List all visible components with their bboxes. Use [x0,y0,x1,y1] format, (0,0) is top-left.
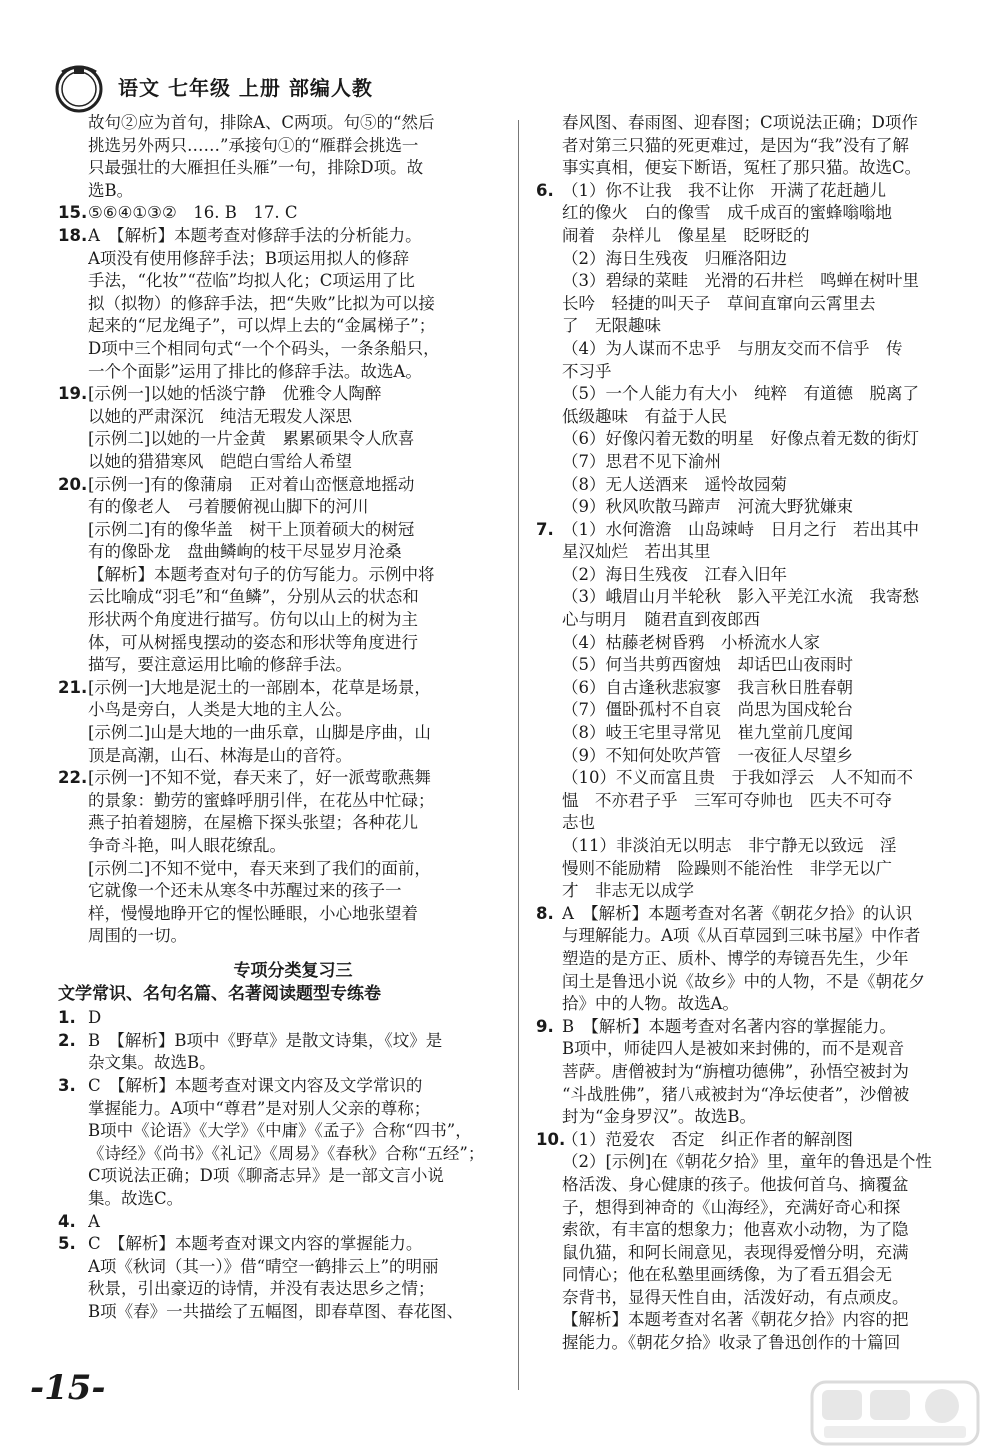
answer-text-line: （4）枯藤老树昏鸦 小桥流水人家 [562,632,820,652]
answer-text-line: （7）僵卧孤村不自哀 尚思为国戍轮台 [562,700,853,720]
question-number: 21. [58,677,88,697]
answer-text-line: 格活泼、身心健康的孩子。他拔何首乌、摘覆盆 [562,1174,909,1194]
answer-text-line: 它就像一个还未从寒冬中苏醒过来的孩子一 [88,881,402,901]
answer-item [58,767,498,948]
answer-text-line: 小鸟是旁白，人类是大地的主人公。 [88,700,352,720]
answer-item [58,1030,498,1075]
answer-text-line: 塑造的是方正、质朴、博学的寿镜吾先生，少年 [562,948,909,968]
answer-text-line: [示例一]以她的恬淡宁静 优雅令人陶醉 [88,384,382,404]
answer-item [58,1211,498,1234]
answer-text-line: 集。故选C。 [88,1188,184,1208]
answer-text-line: 体，可从树摇曳摆动的姿态和形状等角度进行 [88,632,418,652]
answer-text-line: （5）何当共剪西窗烛 却话巴山夜雨时 [562,655,853,675]
answer-text-line: 一个个面影”运用了排比的修辞手法。故选A。 [88,361,422,381]
answer-text-line: 以她的严肃深沉 纯洁无瑕发人深思 [88,406,352,426]
answer-text-line: （1）你不让我 我不让你 开满了花赶趟儿 [562,180,886,200]
answer-text-line: （2）[示例]在《朝花夕拾》里，童年的鲁迅是个性 [562,1152,932,1172]
answer-text-line: 形状两个角度进行描写。仿句以山上的树为主 [88,610,418,630]
page-header [52,60,512,110]
answer-text-line: 志也 [562,813,595,833]
answer-text-line: 挑选另外两只……”承接句①的“雁群会挑选一 [88,135,419,155]
answer-text-line: （7）思君不见下渝州 [562,451,721,471]
answer-text-line: [示例二]以她的一片金黄 累累硕果令人欣喜 [88,429,415,449]
answer-text-line: 心与明月 随君直到夜郎西 [562,610,760,630]
answer-text-line: 拟（拟物）的修辞手法，把“失败”比拟为可以接 [88,293,435,313]
answer-text-line: 愠 不亦君子乎 三军可夺帅也 匹夫不可夺 [562,790,892,810]
left-column [58,112,498,1323]
answer-text-line: 封为“金身罗汉”。故选B。 [562,1107,756,1127]
answer-text-line: （4）为人谋而不忠乎 与朋友交而不信乎 传 [562,338,903,358]
question-number: 5. [58,1234,76,1254]
answer-text-line: （6）自古逢秋悲寂寥 我言秋日胜春朝 [562,677,853,697]
question-number: 3. [58,1075,76,1095]
answer-text-line: 的景象：勤劳的蜜蜂呼朋引伴，在花丛中忙碌； [88,790,435,810]
answer-text-line: 以她的猎猎寒风 皑皑白雪给人希望 [88,451,352,471]
answer-text-line: 【解析】本题考查对名著《朝花夕拾》内容的把 [562,1310,909,1330]
answer-text-line: [示例一]不知不觉，春天来了，好一派莺歌燕舞 [88,768,431,788]
answer-text-line: 事实真相，便妄下断语，冤枉了那只猫。故选C。 [562,158,922,178]
answer-text-line: （1）范爱农 否定 纠正作者的解剖图 [562,1129,853,1149]
section-subtitle: 文学常识、名句名篇、名著阅读题型专练卷 [58,983,381,1004]
question-number: 19. [58,384,88,404]
answer-text-line: （3）峨眉山月半轮秋 影入平羌江水流 我寄愁 [562,587,919,607]
answer-text-line: 者对第三只猫的死更难过，是因为“我”没有了解 [562,135,909,155]
answer-text-line: [示例二]不知不觉中，春天来到了我们的面前， [88,858,431,878]
answer-text-line: 低级趣味 有益于人民 [562,406,727,426]
answer-text-line: A项没有使用修辞手法；B项运用拟人的修辞 [88,248,410,268]
answer-text-line: [示例二]山是大地的一曲乐章，山脚是序曲，山 [88,723,431,743]
page-number: -15- [30,1368,106,1408]
answer-text-line: （10）不义而富且贵 于我如浮云 人不知而不 [562,768,913,788]
answer-item [58,1233,498,1323]
answer-text-line: B项中，师徒四人是被如来封佛的，而不是观音 [562,1039,905,1059]
watermark-logo [810,1380,980,1446]
answer-text-line: 才 非志无以成学 [562,881,694,901]
answer-text-line: C 【解析】本题考查对课文内容的掌握能力。 [88,1234,423,1254]
column-divider [518,120,519,1390]
answer-text-line: B 【解析】本题考查对名著内容的掌握能力。 [562,1016,896,1036]
answer-text-line: 掌握能力。A项中“尊君”是对别人父亲的尊称； [88,1098,431,1118]
answer-text-line: 起来的“尼龙绳子”，可以焊上去的“金属梯子”； [88,316,436,336]
answer-item [58,225,498,383]
answer-text-line: 红的像火 白的像雪 成千成百的蜜蜂嗡嗡地 [562,203,892,223]
answer-item [536,1016,972,1129]
answer-text-line: 云比喻成“羽毛”和“鱼鳞”，分别从云的状态和 [88,587,419,607]
right-column [536,112,972,1355]
answer-text-line: （1）水何澹澹 山岛竦峙 日月之行 若出其中 [562,519,919,539]
answer-text-line: 长吟 轻捷的叫天子 草间直窜向云霄里去 [562,293,876,313]
question-number: 20. [58,474,88,494]
answer-text-line: 闹着 杂样儿 像星星 眨呀眨的 [562,225,810,245]
answer-text-line: B项《春》一共描绘了五幅图，即春草图、春花图、 [88,1301,464,1321]
answer-text-line: 周围的一切。 [88,926,187,946]
answer-text-line: 【解析】本题考查对句子的仿写能力。示例中将 [88,564,435,584]
answer-item [536,903,972,1016]
question-number: 8. [536,903,554,923]
answer-item [536,180,972,519]
question-number: 7. [536,519,554,539]
answer-text-line: ⑤⑥④①③② 16. B 17. C [88,203,298,223]
answer-text-line: 只最强壮的大雁担任头雁”一句，排除D项。故 [88,158,424,178]
answer-text-line: A 【解析】本题考查对修辞手法的分析能力。 [88,225,422,245]
answer-item [88,112,498,202]
answer-text-line: C项说法正确；D项《聊斋志异》是一部文言小说 [88,1166,444,1186]
answer-text-line: B 【解析】B项中《野草》是散文诗集，《坟》是 [88,1030,443,1050]
answer-text-line: （9）秋风吹散马蹄声 河流大野犹嫌束 [562,497,853,517]
question-number: 1. [58,1008,76,1028]
answer-text-line: 鼠仇猫，和阿长闹意见，表现得爱憎分明，充满 [562,1242,909,1262]
answer-item [58,1007,498,1030]
answer-item [58,474,498,677]
answer-text-line: （3）碧绿的菜畦 光滑的石井栏 鸣蝉在树叶里 [562,271,919,291]
answer-text-line: 索欲，有丰富的想象力；他喜欢小动物，为了隐 [562,1220,909,1240]
answer-text-line: （6）好像闪着无数的明星 好像点着无数的街灯 [562,429,919,449]
answer-text-line: C 【解析】本题考查对课文内容及文学常识的 [88,1075,423,1095]
answer-item [536,1129,972,1355]
answer-text-line: 奈背书，显得天性自由，活泼好动，有点顽皮。 [562,1287,909,1307]
answer-text-line: 选B。 [88,180,134,200]
answer-text-line: [示例二]有的像华盖 树干上顶着硕大的树冠 [88,519,415,539]
answer-text-line: 故句②应为首句，排除A、C两项。句⑤的“然后 [88,113,435,132]
answer-text-line: A项《秋词（其一）》借“晴空一鹤排云上”的明丽 [88,1256,439,1276]
answer-text-line: 秋景，引出豪迈的诗情，并没有表达思乡之情； [88,1279,435,1299]
book-seal-icon [52,60,106,114]
answer-text-line: 拾》中的人物。故选A。 [562,994,739,1014]
question-number: 9. [536,1016,554,1036]
answer-text-line: 与理解能力。A项《从百草园到三味书屋》中作者 [562,926,921,946]
answer-text-line: 燕子拍着翅膀，在屋檐下探头张望；各种花儿 [88,813,418,833]
answer-text-line: 《诗经》《尚书》《礼记》《周易》《春秋》合称“五经”； [88,1143,485,1163]
answer-item [58,383,498,473]
answer-text-line: 同情心；他在私塾里画绣像，为了看五猖会无 [562,1265,892,1285]
answer-text-line: 握能力。《朝花夕拾》收录了鲁迅创作的十篇回 [562,1333,901,1353]
question-number: 6. [536,180,554,200]
answer-text-line: D项中三个相同句式“一个个码头，一条条船只， [88,338,440,358]
answer-text-line: （8）岐王宅里寻常见 崔九堂前几度闻 [562,723,853,743]
question-number: 2. [58,1030,76,1050]
answer-text-line: 有的像卧龙 盘曲鳞峋的枝干尽显岁月沧桑 [88,542,402,562]
answer-text-line: 样，慢慢地睁开它的惺忪睡眼，小心地张望着 [88,903,418,923]
answer-text-line: A [88,1211,100,1231]
answer-text-line: （2）海日生残夜 归雁洛阳边 [562,248,787,268]
answer-text-line: 手法，“化妆”“莅临”均拟人化；C项运用了比 [88,271,415,291]
answer-text-line: （11）非淡泊无以明志 非宁静无以致远 淫 [562,836,897,855]
answer-text-line: 有的像老人 弓着腰俯视山脚下的河川 [88,497,369,517]
question-number: 15. [58,203,88,223]
answer-text-line: （9）不知何处吹芦管 一夜征人尽望乡 [562,745,853,765]
answer-item [536,519,972,903]
answer-text-line: 杂文集。故选B。 [88,1053,216,1073]
question-number: 18. [58,225,88,245]
answer-text-line: （5）一个人能力有大小 纯粹 有道德 脱离了 [562,384,919,404]
answer-text-line: （2）海日生残夜 江春入旧年 [562,564,787,584]
question-number: 10. [536,1129,566,1149]
answer-text-line: [示例一]有的像蒲扇 正对着山峦惬意地摇动 [88,474,415,494]
answer-text-line: 争奇斗艳，叫人眼花缭乱。 [88,836,286,855]
answer-text-line: （8）无人送酒来 遥怜故园菊 [562,474,787,494]
answer-text-line: [示例一]大地是泥土的一部剧本，花草是场景， [88,677,431,697]
answer-text-line: “斗战胜佛”，猪八戒被封为“净坛使者”，沙僧被 [562,1084,910,1104]
answer-text-line: 慢则不能励精 险躁则不能治性 非学无以广 [562,858,892,878]
book-title: 语文 七年级 上册 部编人教 [118,76,373,100]
answer-text-line: 菩萨。唐僧被封为“旃檀功德佛”，孙悟空被封为 [562,1061,909,1081]
answer-item [562,112,972,180]
answer-text-line: 子，想得到神奇的《山海经》，充满好奇心和探 [562,1197,901,1217]
answer-item [58,202,498,225]
answer-text-line: A 【解析】本题考查对名著《朝花夕拾》的认识 [562,903,913,923]
answer-text-line: 描写，要注意运用比喻的修辞手法。 [88,655,352,675]
answer-item [58,1075,498,1211]
answer-text-line: D [88,1008,102,1028]
answer-text-line: 春风图、春雨图、迎春图；C项说法正确；D项作 [562,113,918,132]
answer-item [58,677,498,767]
section-title: 专项分类复习三 [233,960,353,981]
answer-text-line: 了 无限趣味 [562,316,661,336]
answer-text-line: 不习乎 [562,361,612,381]
answer-text-line: 星汉灿烂 若出其里 [562,542,711,562]
question-number: 22. [58,768,88,788]
question-number: 4. [58,1211,76,1231]
answer-text-line: B项中《论语》《大学》《中庸》《孟子》合称“四书”， [88,1121,472,1141]
answer-text-line: 闰土是鲁迅小说《故乡》中的人物，不是《朝花夕 [562,971,925,991]
answer-text-line: 顶是高潮，山石、林海是山的音符。 [88,745,352,765]
